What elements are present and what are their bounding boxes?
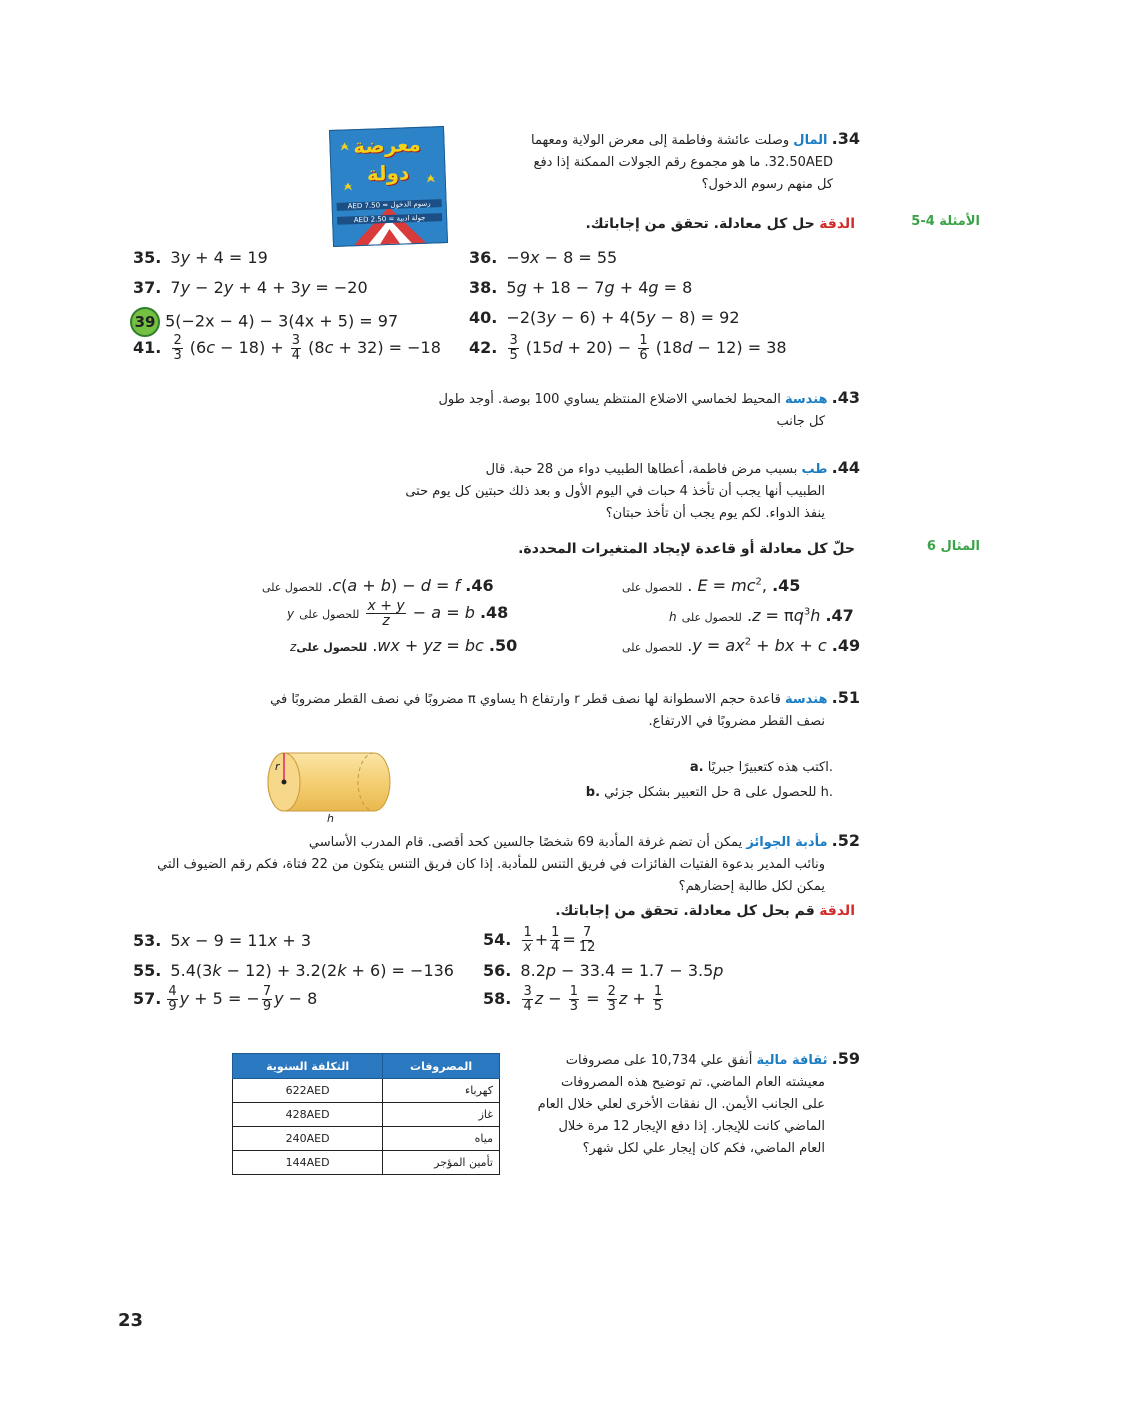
height-label: h (327, 812, 334, 825)
problem-number: 51. (831, 688, 860, 707)
table-row (233, 1127, 500, 1151)
problem-54: 54. $\frac{1}{x}$ + $\frac{1}{4}$ = $\frac{7}{12}$ (483, 925, 596, 955)
problem-text: الطبيب أنها يجب أن تأخذ 4 حبات في اليوم الأول و بعد ذلك حبتين كل يوم حتى (405, 484, 825, 499)
problem-number: 56. (483, 961, 512, 980)
problem-58: 58. $\frac{3}{4}$ z − $\frac{1}{3}$ = $\frac{2}{3}$ z + $\frac{1}{5}$ (483, 984, 663, 1014)
problem-34 (460, 128, 860, 196)
problem-39: 39 5(−2x − 4) − 3(4x + 5) = 97 (130, 307, 398, 337)
poster-title-2: دولة (366, 160, 410, 186)
problem-text: الماضي كانت للإيجار. إذا دفع الإيجار 12 مرة خلال (558, 1119, 825, 1134)
solve-for-text: للحصول على (622, 581, 683, 594)
problem-52 (130, 830, 860, 898)
problem-40: 40. −2(3y − 6) + 4(5y − 8) = 92 (469, 308, 740, 327)
problem-number: 42. (469, 338, 498, 357)
problem-number: 55. (133, 961, 162, 980)
problem-51-part-b (460, 782, 833, 804)
problem-number: 53. (133, 931, 162, 950)
problem-tag: ثقافة مالية (756, 1053, 828, 1068)
problem-56: 56. 8.2p − 33.4 = 1.7 − 3.5p (483, 961, 724, 980)
problem-text: يمكن لكل طالبة إحضارهم؟ (678, 879, 825, 894)
problem-text: أنفق علي 10,734 على مصروفات (565, 1053, 753, 1068)
problem-number: 44. (831, 458, 860, 477)
problem-number: 54. (483, 930, 512, 949)
column-header-cost: التكلفة السنوية (233, 1054, 383, 1079)
problem-text: على الجانب الأيمن. ال نفقات الأخرى لعلي خلال العام (537, 1097, 825, 1112)
problem-number: 37. (133, 278, 162, 297)
part-label: b. (585, 785, 601, 800)
problem-48: y للحصول على $\frac{x + y}{z}$ − a = b .48 (287, 598, 509, 629)
problem-text: المحيط لخماسي الاضلاع المنتظم يساوي 100 بوصة. أوجد طول (438, 392, 781, 407)
instruction-text: حل كل معادلة. تحقق من إجاباتك. (585, 216, 815, 232)
problem-number: 34. (831, 129, 860, 148)
solve-for-text: للحصول على (262, 581, 323, 594)
expense-cell: مياه (383, 1127, 500, 1151)
problem-55: 55. 5.4(3k − 12) + 3.2(2k + 6) = −136 (133, 961, 454, 980)
problem-44 (360, 457, 860, 525)
problem-41: 41. $\frac{2}{3}$ (6c − 18) + $\frac{3}{4}$ (8c + 32) = −18 (133, 333, 441, 363)
section-tag: الدقة (819, 903, 855, 919)
expense-cell: غاز (383, 1103, 500, 1127)
problem-36: 36. −9x − 8 = 55 (469, 248, 618, 267)
poster-price-1: AED 7.50 = رسوم الدخول (337, 199, 442, 211)
section-instruction (460, 903, 855, 919)
table-header-row (233, 1054, 500, 1079)
problem-38: 38. 5g + 18 − 7g + 4g = 8 (469, 278, 693, 297)
problem-47: h للحصول على $.z = \pi q^3h$ .47 (669, 606, 854, 625)
problem-text: وصلت عائشة وفاطمة إلى معرض الولاية ومعهما (530, 133, 790, 148)
problem-43 (360, 387, 860, 433)
problem-number: .46 (465, 576, 494, 595)
problem-number: .47 (825, 606, 854, 625)
part-label: a. (689, 760, 704, 775)
table-row (233, 1103, 500, 1127)
problem-tag: هندسة (785, 692, 828, 707)
expense-cell: كهرباء (383, 1079, 500, 1103)
section-tag: الدقة (819, 216, 855, 232)
solve-for-text: للحصول على (296, 641, 368, 654)
solve-for-text: للحصول على (299, 608, 360, 621)
problem-text: يمكن أن تضم غرفة المأدبة 69 شخصًا جالسين كحد أقصى. قام المدرب الأساسي (308, 835, 743, 850)
problem-number: 57. (133, 989, 162, 1008)
problem-number: .50 (488, 636, 518, 655)
part-text: اكتب هذه كتعبيرًا جبريًا. (707, 760, 833, 775)
problem-text: كل منهم رسوم الدخول؟ (701, 177, 833, 192)
problem-59 (500, 1048, 860, 1160)
column-header-expense: المصروفات (383, 1054, 500, 1079)
section-instruction: حلّ كل معادلة أو قاعدة لإيجاد المتغيرات المحددة. (518, 541, 855, 557)
problem-53: 53. 5x − 9 = 11x + 3 (133, 931, 312, 950)
fair-poster-image (329, 126, 448, 247)
problem-51 (200, 687, 860, 733)
cost-cell: 622AED (233, 1079, 383, 1103)
problem-number: 38. (469, 278, 498, 297)
problem-number: .45 (772, 576, 801, 595)
page-number: 23 (118, 1310, 144, 1331)
poster-price-2: AED 2.50 = جولة ادبية (337, 213, 442, 225)
problem-number: 40. (469, 308, 498, 327)
problem-35: 35. 3y + 4 = 19 (133, 248, 268, 267)
problem-37: 37. 7y − 2y + 4 + 3y = −20 (133, 278, 368, 297)
problem-text: ينفذ الدواء. لكم يوم يجب أن تأخذ حبتان؟ (605, 506, 825, 521)
problem-number: 43. (831, 388, 860, 407)
problem-number: 58. (483, 989, 512, 1008)
problem-text: بسبب مرض فاطمة، أعطاها الطبيب دواء من 28 حبة. قال (485, 462, 798, 477)
problem-text: العام الماضي، فكم كان إيجار علي لكل شهر؟ (582, 1141, 825, 1156)
cost-cell: 428AED (233, 1103, 383, 1127)
highlight-circle-number: 39 (130, 307, 160, 337)
problem-text: قاعدة حجم الاسطوانة لها نصف قطر r وارتفاع h يساوي π مضروبًا في نصف القطر مضروبًا في (270, 692, 781, 707)
cost-cell: 240AED (233, 1127, 383, 1151)
expense-cell: تأمين المؤجر (383, 1151, 500, 1175)
expenses-table (232, 1053, 500, 1175)
problem-49: للحصول على $.y = ax^2$ + bx + c .49 (622, 636, 861, 655)
problem-57: 57. $\frac{4}{9}$ y + 5 = − $\frac{7}{9}$ y − 8 (133, 984, 318, 1014)
problem-number: 41. (133, 338, 162, 357)
instruction-text: قم بحل كل معادلة. تحقق من إجاباتك. (555, 903, 815, 919)
solve-for-text: للحصول على (681, 611, 742, 624)
problem-text: ونائب المدير بدعوة الفتيات الفائزات في فريق التنس للمأدبة. إذا كان فريق التنس يتكون من 22 فتاة، فكم رقم الضيوف التي (157, 857, 825, 872)
problem-number: 36. (469, 248, 498, 267)
problem-text: معيشته العام الماضي. تم توضيح هذه المصروفات (560, 1075, 825, 1090)
problem-text: نصف القطر مضروبًا في الارتفاع. (648, 714, 825, 729)
problem-tag: هندسة (785, 392, 828, 407)
problem-45: للحصول على . $E = mc^2$, .45 (622, 576, 801, 595)
problem-tag: طب (801, 462, 828, 477)
problem-42: 42. $\frac{3}{5}$ (15d + 20) − $\frac{1}{6}$ (18d − 12) = 38 (469, 333, 787, 363)
problem-tag: مأدبة الجوائز (746, 835, 828, 850)
cost-cell: 144AED (233, 1151, 383, 1175)
problem-number: .48 (479, 603, 509, 622)
problem-number: .49 (831, 636, 861, 655)
section-ref: المثال 6 (926, 539, 980, 554)
problem-50: zللحصول على .wx + yz = bc .50 (290, 636, 518, 655)
table-row (233, 1151, 500, 1175)
problem-number: 59. (831, 1049, 860, 1068)
problem-51-part-a (560, 757, 833, 779)
problem-46: للحصول على .c(a + b) − d = f .46 (262, 576, 494, 595)
problem-number: 35. (133, 248, 162, 267)
poster-title-1: معرضة (352, 131, 422, 159)
solve-for-text: للحصول على (622, 641, 683, 654)
section-instruction (460, 216, 855, 232)
radius-label: r (275, 760, 280, 773)
problem-number: 52. (831, 831, 860, 850)
table-row (233, 1079, 500, 1103)
problem-text: 32.50AED. ما هو مجموع رقم الجولات الممكنة إذا دفع (533, 155, 833, 170)
section-ref: الأمثلة 4-5 (911, 214, 980, 229)
part-text: حل التعبير بشكل جزئي a للحصول على h. (604, 785, 833, 800)
problem-tag: المال (793, 133, 828, 148)
problem-text: كل جانب (776, 414, 825, 429)
